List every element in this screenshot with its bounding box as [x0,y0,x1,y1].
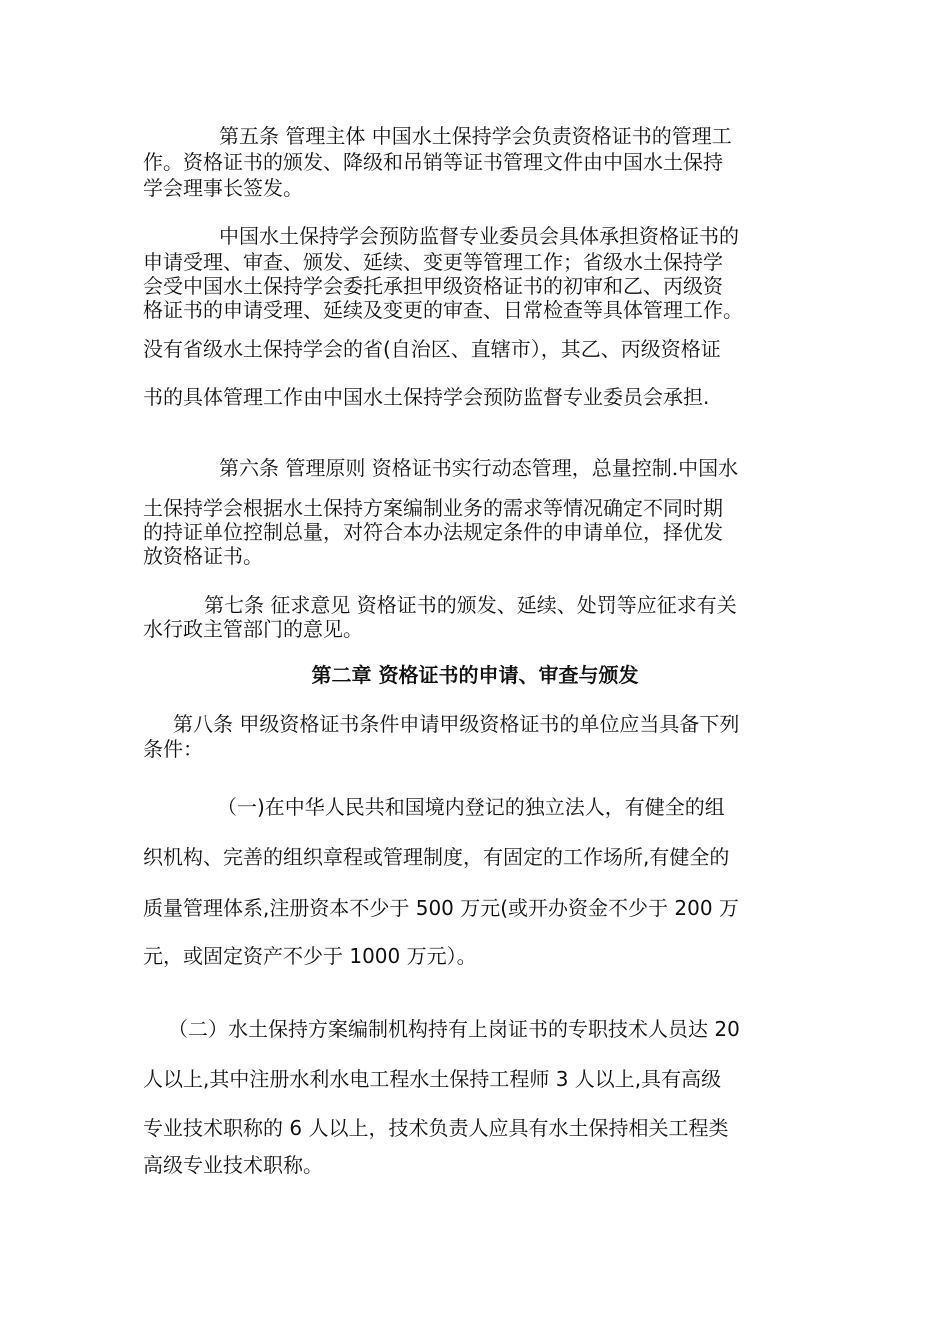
item1-line4: 元，或固定资产不少于 1000 万元）。 [143,944,477,968]
article5-line3: 学会理事长签发。 [143,176,303,200]
article5-para2-line2: 申请受理、审查、颁发、延续、变更等管理工作；省级水土保持学 [143,250,723,274]
article7-line2: 水行政主管部门的意见。 [143,617,363,641]
item1-line1: （一)在中华人民共和国境内登记的独立法人，有健全的组 [217,795,725,819]
item1-line2: 织机构、完善的组织章程或管理制度，有固定的工作场所,有健全的 [143,845,730,869]
article6-line3: 的持证单位控制总量，对符合本办法规定条件的申请单位，择优发 [143,520,723,544]
article6-line2: 土保持学会根据水土保持方案编制业务的需求等情况确定不同时期 [143,496,723,520]
item1-line3: 质量管理体系,注册资本不少于 500 万元(或开办资金不少于 200 万 [143,896,739,920]
article6-line1: 第六条 管理原则 资格证书实行动态管理，总量控制.中国水 [219,456,739,480]
item2-line1: （二）水土保持方案编制机构持有上岗证书的专职技术人员达 20 [168,1017,740,1041]
article5-para2-line5: 没有省级水土保持学会的省(自治区、直辖市），其乙、丙级资格证 [143,337,721,361]
article5-para2-line1: 中国水土保持学会预防监督专业委员会具体承担资格证书的 [219,224,739,248]
item2-line2: 人以上,其中注册水利水电工程水土保持工程师 3 人以上,具有高级 [143,1067,722,1091]
article5-line2: 作。资格证书的颁发、降级和吊销等证书管理文件由中国水土保持 [143,150,723,174]
article8-line1: 第八条 甲级资格证书条件申请甲级资格证书的单位应当具备下列 [173,712,740,736]
article5-line1: 第五条 管理主体 中国水土保持学会负责资格证书的管理工 [219,124,732,148]
article5-para2-line3: 会受中国水土保持学会委托承担甲级资格证书的初审和乙、丙级资 [143,274,723,298]
chapter2-heading: 第二章 资格证书的申请、审查与颁发 [311,663,639,687]
article5-para2-line6: 书的具体管理工作由中国水土保持学会预防监督专业委员会承担. [143,385,710,409]
article5-para2-line4: 格证书的申请受理、延续及变更的审查、日常检查等具体管理工作。 [143,298,743,322]
article7-line1: 第七条 征求意见 资格证书的颁发、延续、处罚等应征求有关 [204,593,737,617]
article8-line2: 条件： [143,737,203,761]
item2-line4: 高级专业技术职称。 [143,1153,323,1177]
item2-line3: 专业技术职称的 6 人以上，技术负责人应具有水土保持相关工程类 [143,1116,729,1140]
article6-line4: 放资格证书。 [143,544,263,568]
